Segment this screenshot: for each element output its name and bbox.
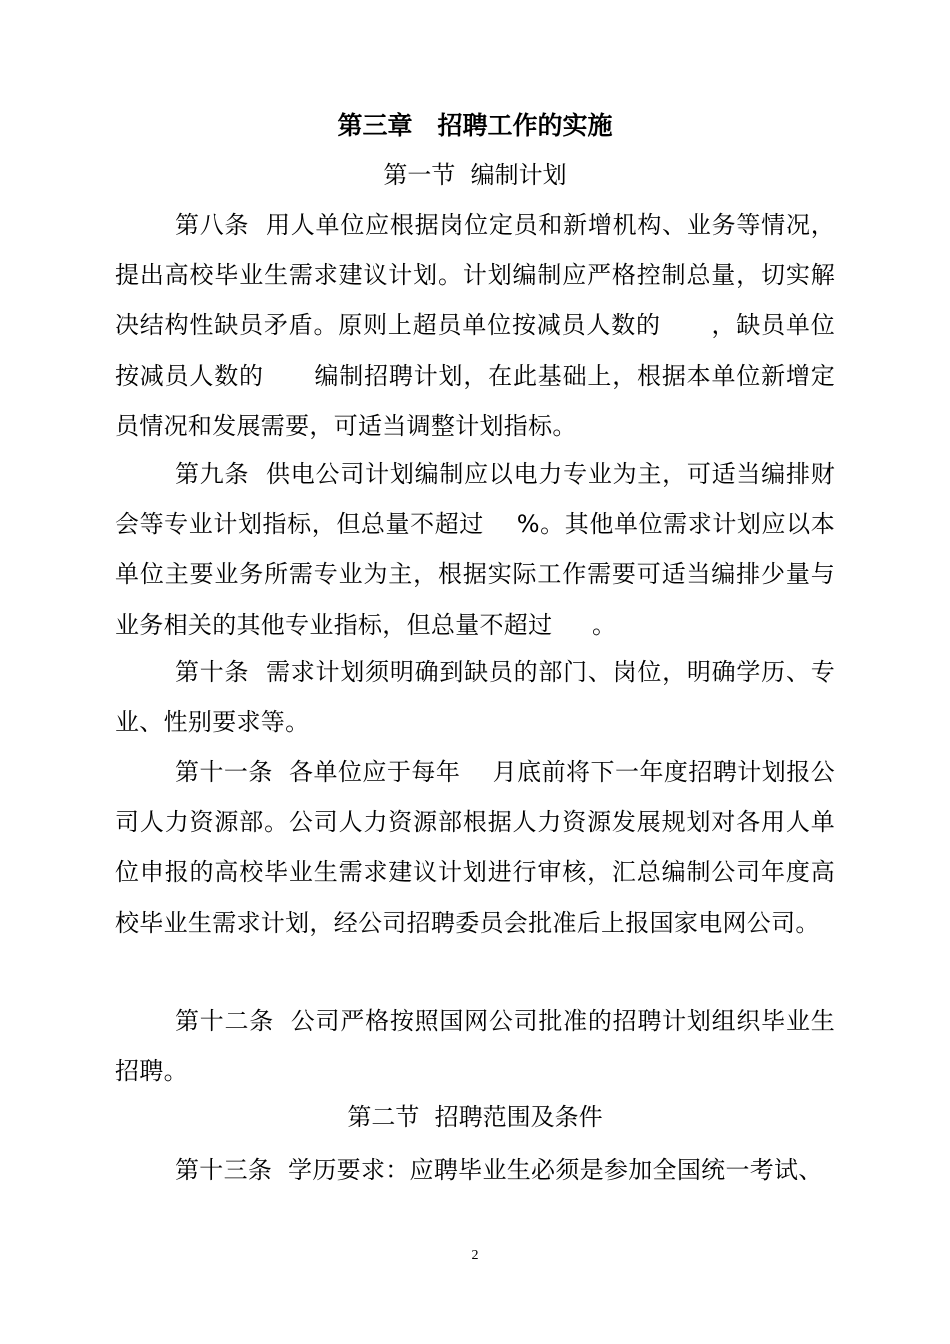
article-13: 第十三条 学历要求：应聘毕业生必须是参加全国统一考试、: [175, 1156, 823, 1184]
chapter-title: 第三章 招聘工作的实施: [337, 111, 613, 140]
section-title-2: 第二节 招聘范围及条件: [347, 1103, 603, 1131]
article-8: 第八条 用人单位应根据岗位定员和新增机构、业务等情况，提出高校毕业生需求建议计划。计划编制应严格控制总量，切实解决结构性缺员矛盾。原则上超员单位按减员人数的 ，缺员单位按减员人数的 编制招聘计划，在此基础上，根据本单位新增定员情况和发展需要，可适当调整计划指标。: [115, 211, 835, 440]
section-title-1: 第一节 编制计划: [383, 161, 567, 189]
article-10: 第十条 需求计划须明确到缺员的部门、岗位，明确学历、专业、性别要求等。: [115, 658, 835, 737]
page-number: 2: [471, 1248, 479, 1263]
article-11: 第十一条 各单位应于每年 月底前将下一年度招聘计划报公司人力资源部。公司人力资源部根据人力资源发展规划对各用人单位申报的高校毕业生需求建议计划进行审核，汇总编制公司年度高校毕业生需求计划，经公司招聘委员会批准后上报国家电网公司。: [115, 758, 835, 937]
article-12: 第十二条 公司严格按照国网公司批准的招聘计划组织毕业生招聘。: [115, 1007, 835, 1086]
article-9: 第九条 供电公司计划编制应以电力专业为主，可适当编排财会等专业计划指标，但总量不超过 %。其他单位需求计划应以本单位主要业务所需专业为主，根据实际工作需要可适当编排少量与业务相关的其他专业指标，但总量不超过 。: [115, 460, 835, 639]
